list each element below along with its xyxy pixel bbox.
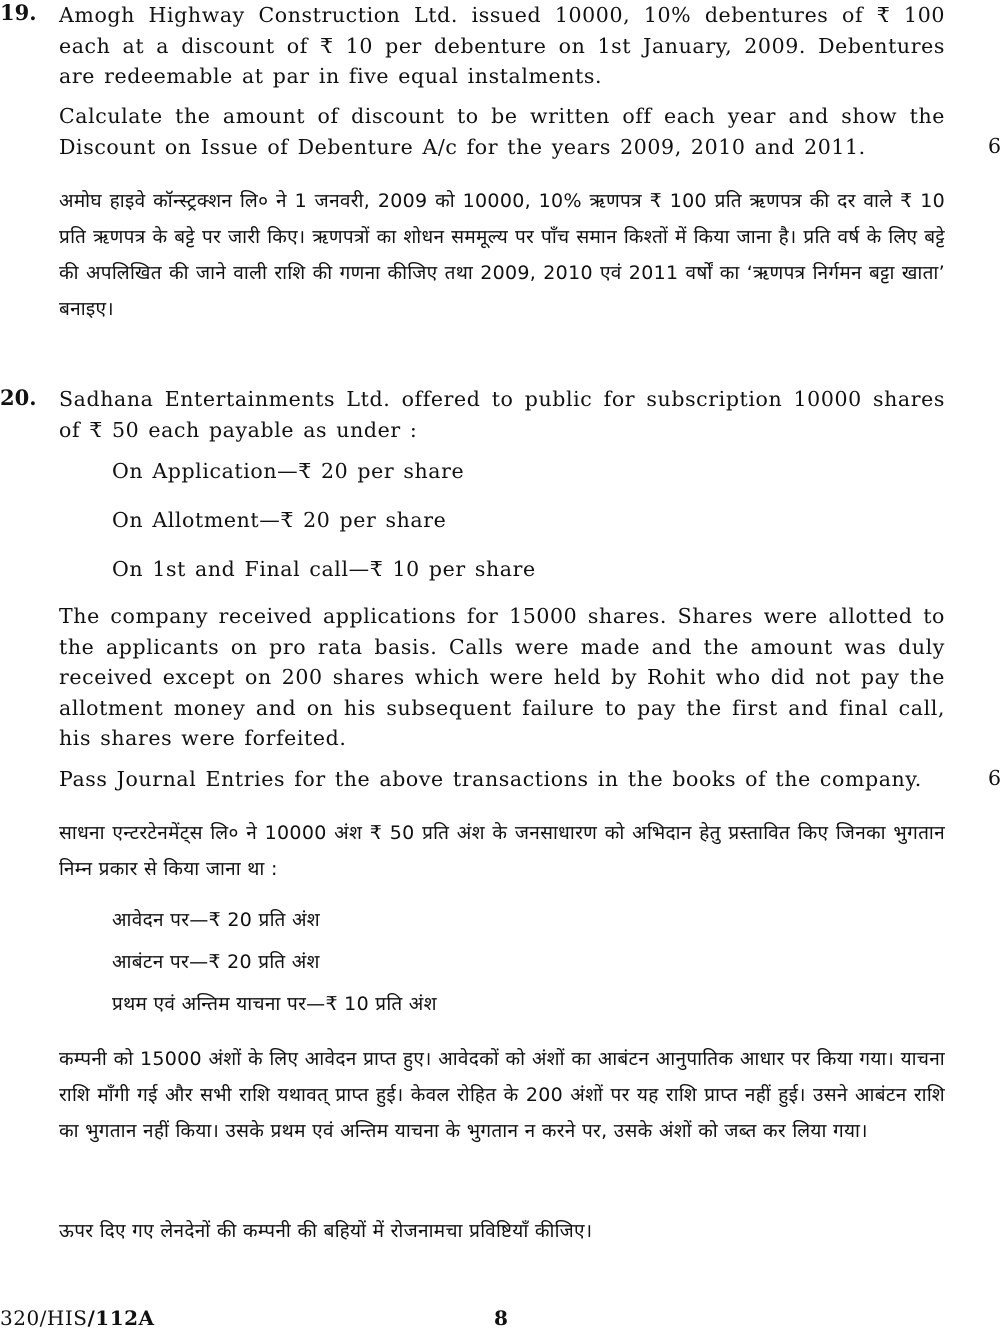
q20-hindi-body: कम्पनी को 15000 अंशों के लिए आवेदन प्राप्त हुए। आवेदकों को अंशों का आबंटन आनुपातिक आधार पर किया गया। याचना राशि माँगी गई और सभी राशि यथावत् प्राप्त हुई। केवल रोहित के 200 अंशों पर यह राशि प्राप्त नहीं हुई। उसने आबंटन राशि का भुगतान नहीं किया। उसके प्रथम एवं अन्तिम याचना के भुगतान न करने पर, उसके अंशों को जब्त कर लिया गया। bbox=[59, 1048, 945, 1142]
q19-task: Calculate the amount of discount to be written off each year and show the Discount on Issue of Debenture A/c for the years 2009, 2010 and 2011. bbox=[59, 104, 945, 159]
q20-body: The company received applications for 15000 shares. Shares were allotted to the applicants on pro rata basis. Calls were made and the amount was duly received except on 200 shares which were held by Rohit who did not pay the allotment money and on his subsequent failure to pay the first and final call, his shares were forfeited. bbox=[59, 604, 945, 750]
paper-code-suffix: /112A bbox=[87, 1306, 155, 1330]
q20-hindi-instruction: ऊपर दिए गए लेनदेनों की कम्पनी की बहियों में रोजनामचा प्रविष्टियाँ कीजिए। bbox=[59, 1220, 593, 1242]
question-number-19: 19. bbox=[0, 0, 37, 25]
q19-statement: Amogh Highway Construction Ltd. issued 10000, 10% debentures of ₹ 100 each at a discount of ₹ 10 per debenture on 1st January, 2009. Debentures are redeemable at par in five equal instalments. bbox=[59, 3, 945, 88]
question-number-20: 20. bbox=[0, 385, 37, 410]
q19-marks: 6 bbox=[988, 134, 1002, 158]
q20-hindi-schedule-final-call: प्रथम एवं अन्तिम याचना पर—₹ 10 प्रति अंश bbox=[112, 993, 437, 1015]
q20-hindi-schedule-application: आवेदन पर—₹ 20 प्रति अंश bbox=[112, 909, 321, 931]
paper-code bbox=[0, 1306, 155, 1330]
q20-schedule-allotment: On Allotment—₹ 20 per share bbox=[112, 508, 447, 532]
q20-marks: 6 bbox=[988, 766, 1002, 790]
q20-intro: Sadhana Entertainments Ltd. offered to public for subscription 10000 shares of ₹ 50 each payable as under : bbox=[59, 387, 945, 442]
q19-hindi-text: अमोघ हाइवे कॉन्स्ट्रक्शन लि० ने 1 जनवरी, 2009 को 10000, 10% ऋणपत्र ₹ 100 प्रति ऋणपत्र की दर वाले ₹ 10 प्रति ऋणपत्र के बट्टे पर जारी किए। ऋणपत्रों का शोधन सममूल्य पर पाँच समान किश्तों में किया जाना है। प्रति वर्ष के लिए बट्टे की अपलिखित की जाने वाली राशि की गणना कीजिए तथा 2009, 2010 एवं 2011 वर्षों का ‘ऋणपत्र निर्गमन बट्टा खाता’ बनाइए। bbox=[59, 190, 946, 320]
q20-schedule-final-call: On 1st and Final call—₹ 10 per share bbox=[112, 557, 536, 581]
q20-hindi-intro: साधना एन्टरटेनमेंट्स लि० ने 10000 अंश ₹ 50 प्रति अंश के जनसाधारण को अभिदान हेतु प्रस्तावित किए जिनका भुगतान निम्न प्रकार से किया जाना था : bbox=[59, 822, 945, 880]
page-number: 8 bbox=[494, 1306, 508, 1330]
paper-code-prefix: 320/HIS bbox=[0, 1306, 88, 1330]
q20-schedule-application: On Application—₹ 20 per share bbox=[112, 459, 465, 483]
q20-instruction: Pass Journal Entries for the above transactions in the books of the company. bbox=[59, 767, 922, 791]
q20-hindi-schedule-allotment: आबंटन पर—₹ 20 प्रति अंश bbox=[112, 951, 320, 973]
